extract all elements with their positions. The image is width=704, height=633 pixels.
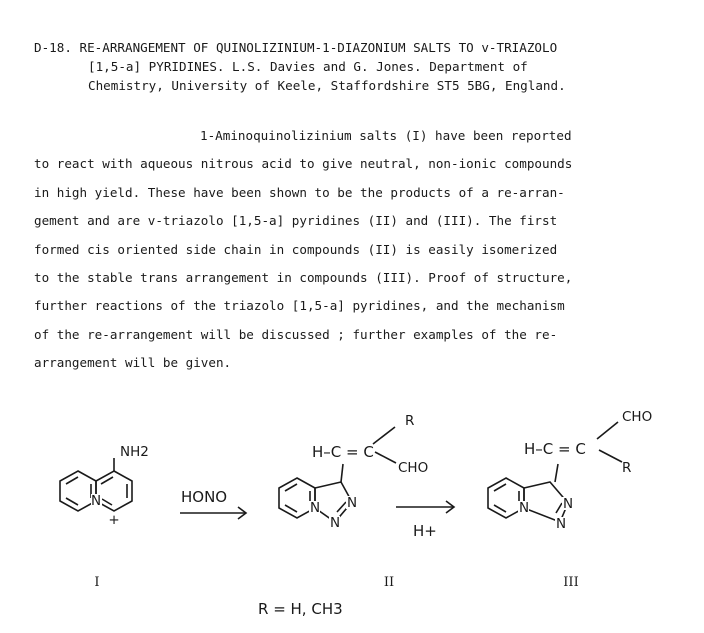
abstract-line: in high yield. These have been shown to be the products of a re-arran- xyxy=(34,184,565,200)
compound-iii-structure xyxy=(488,422,622,530)
compound-iii-ring-double-bonds xyxy=(494,484,519,512)
abstract-line: formed cis oriented side chain in compounds (II) is easily isomerized xyxy=(34,241,558,257)
compound-iii-cho-bond xyxy=(597,422,618,439)
abstract-line: to the stable trans arrangement in compounds (III). Proof of structure, xyxy=(34,270,573,286)
compound-ii-n-2: N xyxy=(346,495,358,511)
reaction-scheme xyxy=(0,395,704,633)
compound-i-right-double-bonds xyxy=(101,477,127,505)
compound-ii-side-chain-bond xyxy=(341,464,343,482)
compound-ii-cho-label: CHO xyxy=(398,460,429,476)
reagent-hono: HONO xyxy=(181,488,228,506)
compound-iii-n-1: N xyxy=(518,500,530,516)
heading-line-2: [1,5-a] PYRIDINES. L.S. Davies and G. Jones. Department of xyxy=(88,59,528,74)
abstract-line: to react with aqueous nitrous acid to give neutral, non-ionic compounds xyxy=(34,156,573,172)
compound-ii-label: II xyxy=(383,575,395,590)
compound-ii-n-1: N xyxy=(309,500,321,516)
compound-iii-n-3: N xyxy=(555,516,567,532)
compound-ii-cho-bond xyxy=(375,452,396,463)
compound-ii-chain: H–C = C xyxy=(312,443,374,461)
compound-ii-ring-double-bonds xyxy=(285,484,310,512)
abstract-body xyxy=(34,122,684,378)
compound-ii-r-bond xyxy=(373,427,395,444)
compound-ii-n-3: N xyxy=(329,515,341,531)
compound-iii-r-label: R xyxy=(622,460,632,476)
compound-iii-triazole-double-bond xyxy=(556,503,562,513)
abstract-line: further reactions of the triazolo [1,5-a] pyridines, and the mechanism xyxy=(34,298,565,314)
abstract-line: 1-Aminoquinolizinium salts (I) have been reported xyxy=(200,128,572,143)
heading-line-1: D-18. RE-ARRANGEMENT OF QUINOLIZINIUM-1-DIAZONIUM SALTS TO v-TRIAZOLO xyxy=(34,40,558,55)
compound-i-label: I xyxy=(94,575,100,590)
substituent-footnote: R = H, CH3 xyxy=(258,600,343,618)
compound-i-left-double-bonds xyxy=(66,477,91,505)
compound-i-charge: + xyxy=(108,512,120,528)
compound-iii-chain: H–C = C xyxy=(524,440,586,458)
abstract-line: gement and are v-triazolo [1,5-a] pyridines (II) and (III). The first xyxy=(34,213,558,229)
abstract-heading xyxy=(34,38,684,95)
reaction-arrow-1 xyxy=(180,507,246,519)
compound-iii-cho-label: CHO xyxy=(622,409,653,425)
compound-iii-r-bond xyxy=(599,450,622,462)
compound-i-ring-n: N xyxy=(90,493,102,509)
compound-iii-side-chain-bond xyxy=(555,464,558,482)
compound-iii-label: III xyxy=(563,575,579,590)
compound-iii-n-2: N xyxy=(562,496,574,512)
compound-i-amine-label: NH2 xyxy=(120,444,149,460)
compound-ii-r-label: R xyxy=(405,413,415,429)
reagent-acid: H+ xyxy=(413,522,437,540)
reaction-arrow-2 xyxy=(396,501,454,513)
abstract-line: of the re-arrangement will be discussed ; further examples of the re- xyxy=(34,326,558,342)
heading-line-3: Chemistry, University of Keele, Staffordshire ST5 5BG, England. xyxy=(88,78,566,93)
abstract-line: arrangement will be given. xyxy=(34,355,232,371)
